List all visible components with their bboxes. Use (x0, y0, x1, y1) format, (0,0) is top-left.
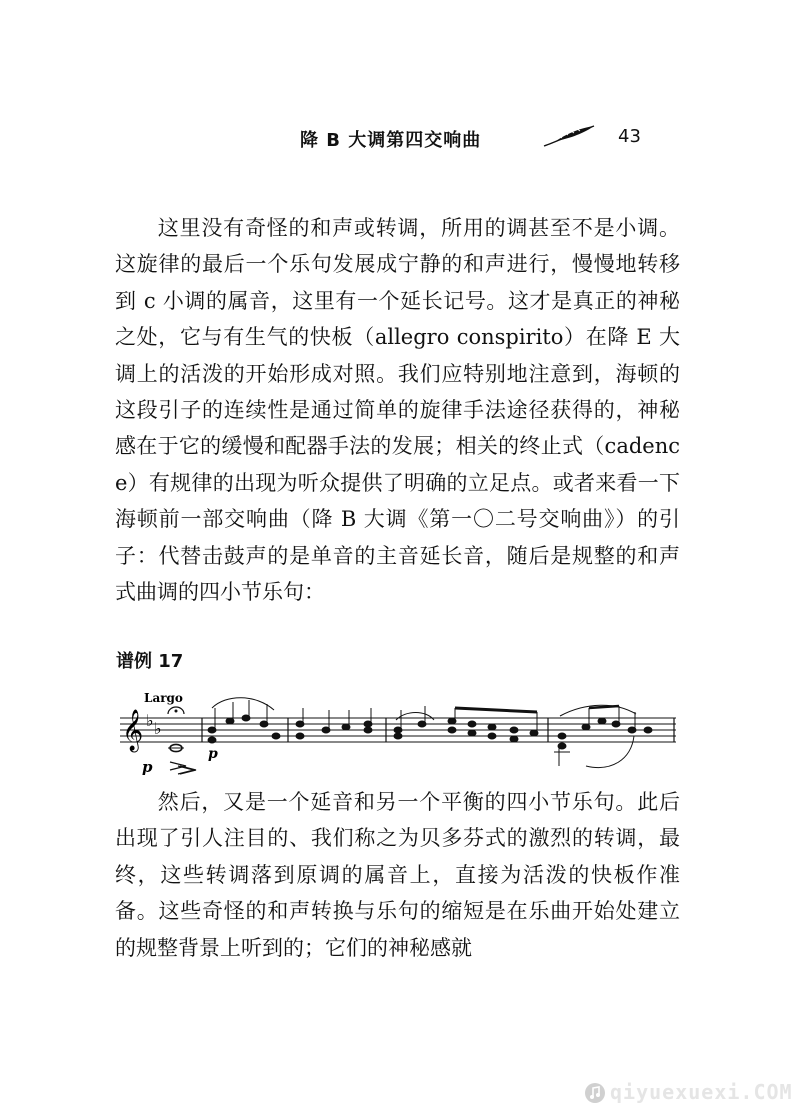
example-label: 谱例 17 (116, 651, 184, 672)
paragraph-2 (115, 784, 680, 966)
music-score (116, 680, 682, 780)
dynamic-piano: p (142, 758, 153, 776)
paragraph-2-text: 然后，又是一个延音和另一个平衡的四小节乐句。此后出现了引人注目的、我们称之为贝多芬式的激烈的转调，最终，这些转调落到原调的属音上，直接为活泼的快板作准备。这些奇怪的和声转换与乐句的缩短是在乐曲开始处建立的规整背景上听到的；它们的神秘感就 (115, 790, 680, 960)
header-title: 降 B 大调第四交响曲 (300, 130, 482, 151)
watermark (584, 1078, 793, 1112)
music-note-icon (584, 1082, 606, 1104)
flat-icon: ♭ (146, 711, 154, 730)
paragraph-1 (115, 210, 680, 610)
dynamic-piano-2: p (208, 746, 218, 762)
tempo-marking: Largo (144, 691, 183, 705)
score-svg (116, 680, 682, 780)
feather-icon (542, 124, 596, 148)
running-header (300, 124, 660, 156)
flat-icon: ♭ (154, 719, 162, 738)
paragraph-1-text: 这里没有奇怪的和声或转调，所用的调甚至不是小调。这旋律的最后一个乐句发展成宁静的和声进行，慢慢地转移到 c 小调的属音，这里有一个延长记号。这才是真正的神秘之处，它与有生气的快板（allegro conspirito）在降 E 大调上的活泼的开始形成对照。我们应特别地注意到，海顿的这段引子的连续性是通过简单的旋律手法途径获得的，神秘感在于它的缓慢和配器手法的发展；相关的终止式（cadence）有规律的出现为听众提供了明确的立足点。或者来看一下海顿前一部交响曲（降 B 大调《第一〇二号交响曲》）的引子：代替击鼓声的是单音的主音延长音，随后是规整的和声式曲调的四小节乐句： (115, 216, 680, 605)
treble-clef-icon: 𝄞 (122, 710, 144, 751)
watermark-text: qiyuexuexi.COM (610, 1080, 793, 1104)
page-number: 43 (618, 126, 641, 147)
hairpin-crescendo-decrescendo (170, 762, 196, 774)
